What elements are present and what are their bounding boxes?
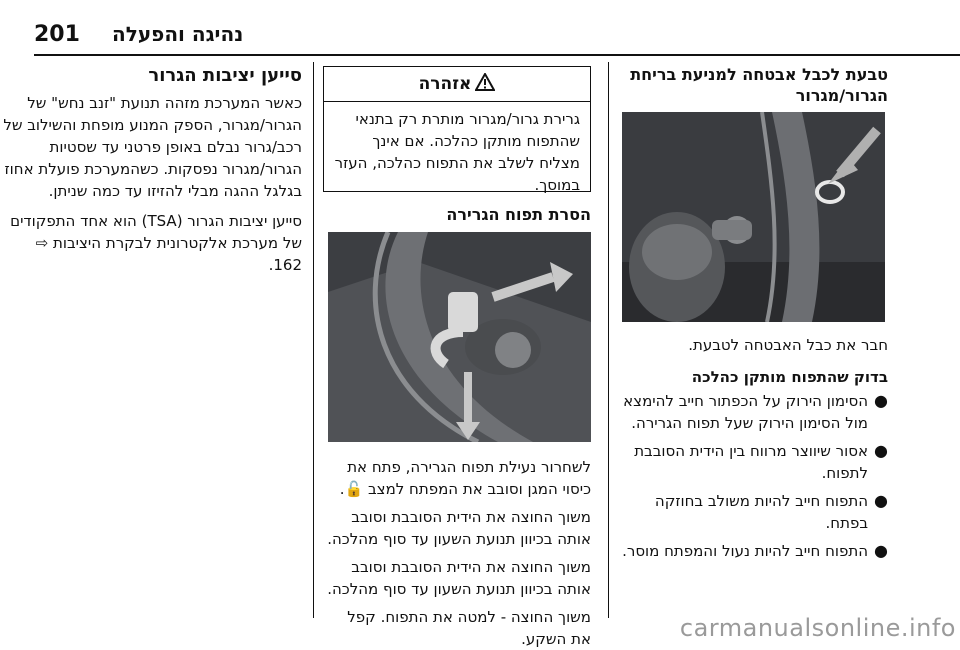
- list-item: ● התפוח חייב להיות משולב בחוזקה בפתח.: [654, 491, 888, 532]
- pull-instruction-2: משוך החוצה את הידית הסובבת וסובב אותה בכיוון תנועת השעון עד סוף מהלכה.: [327, 558, 591, 598]
- tsa-paragraph-1: כאשר המערכת מזהה תנועת "זנב נחש" של הגרור/מגרור, הספק המנוע מופחת והשילוב של רכב/גרור נבלם באופן פרטני עד שסטיות הגרור/מגרור נפסקות. כשהמערכת פועלת אחוז בגלגל ההגה מבלי להזיזו עד כמה שניתן.: [3, 94, 302, 200]
- warning-header: [324, 67, 590, 102]
- warning-title: אזהרה: [418, 74, 472, 94]
- section-heading-safety-ring: טבעת לכבל אבטחה למניעת בריחת הגרור/מגרור: [630, 65, 888, 105]
- right-column-lower: [618, 334, 888, 634]
- page-ref-arrow-icon: ⇨: [35, 234, 49, 252]
- list-item: ● התפוח חייב להיות נעול והמפתח מוסר.: [622, 541, 888, 560]
- page-reference: 162: [273, 256, 302, 274]
- column-divider-right: [608, 62, 609, 618]
- list-item: ● הסימון הירוק על הכפתור חייב להימצא מול הסימון הירוק שעל תפוח הגרירה.: [623, 391, 888, 432]
- pull-instruction-1: משוך החוצה את הידית הסובבת וסובב אותה בכיוון תנועת השעון עד סוף מהלכה.: [327, 508, 591, 548]
- list-item: ● אסור שיווצר מרווח בין הידית הסובבת לתפוח.: [634, 441, 888, 482]
- warning-body: [324, 102, 590, 196]
- warning-text: גרירת גרור/מגרור מותרת רק בתנאי שהתפוח מותקן כהלכה. אם אינך מצליח לשלב את התפוח כהלכה, העזר במוסך.: [334, 110, 580, 194]
- header-rule: [34, 54, 960, 56]
- warning-box: [323, 66, 591, 192]
- page-number: 201: [34, 22, 80, 47]
- watermark: carmanualsonline.info: [679, 614, 956, 642]
- photo-removal: [328, 232, 591, 442]
- bullet-icon: ●: [874, 391, 888, 410]
- unlock-icon: 🔓: [344, 480, 364, 498]
- page-header: [0, 0, 960, 56]
- tsa-paragraph-2: סייען יציבות הגרור (TSA) הוא אחד התפקודים של מערכת אלקטרונית לבקרת היציבות ⇨ 162.: [10, 212, 302, 274]
- photo-safety-ring: [622, 112, 885, 322]
- section-heading-removal: הסרת תפוח הגרירה: [446, 205, 591, 224]
- bullet-icon: ●: [874, 441, 888, 460]
- remove-instruction: משוך החוצה - למטה את התפוח. קפל את השקע.: [347, 608, 591, 648]
- column-divider-left: [313, 62, 314, 618]
- chapter-title: נהיגה והפעלה: [112, 22, 244, 46]
- left-column: [0, 62, 302, 634]
- warning-icon: [475, 73, 495, 96]
- unlock-instruction: לשחרור נעילת תפוח הגרירה, פתח את כיסוי המגן וסובב את המפתח למצב 🔓.: [339, 458, 591, 498]
- check-list: [618, 390, 888, 562]
- photo-caption: חבר את כבל האבטחה לטבעת.: [688, 336, 888, 354]
- bullet-icon: ●: [874, 491, 888, 510]
- section-heading-tsa: סייען יציבות הגרור: [148, 65, 302, 86]
- bullet-icon: ●: [874, 541, 888, 560]
- check-heading: בדוק שהתפוח מותקן כהלכה: [691, 368, 888, 386]
- middle-column-text: [323, 456, 591, 648]
